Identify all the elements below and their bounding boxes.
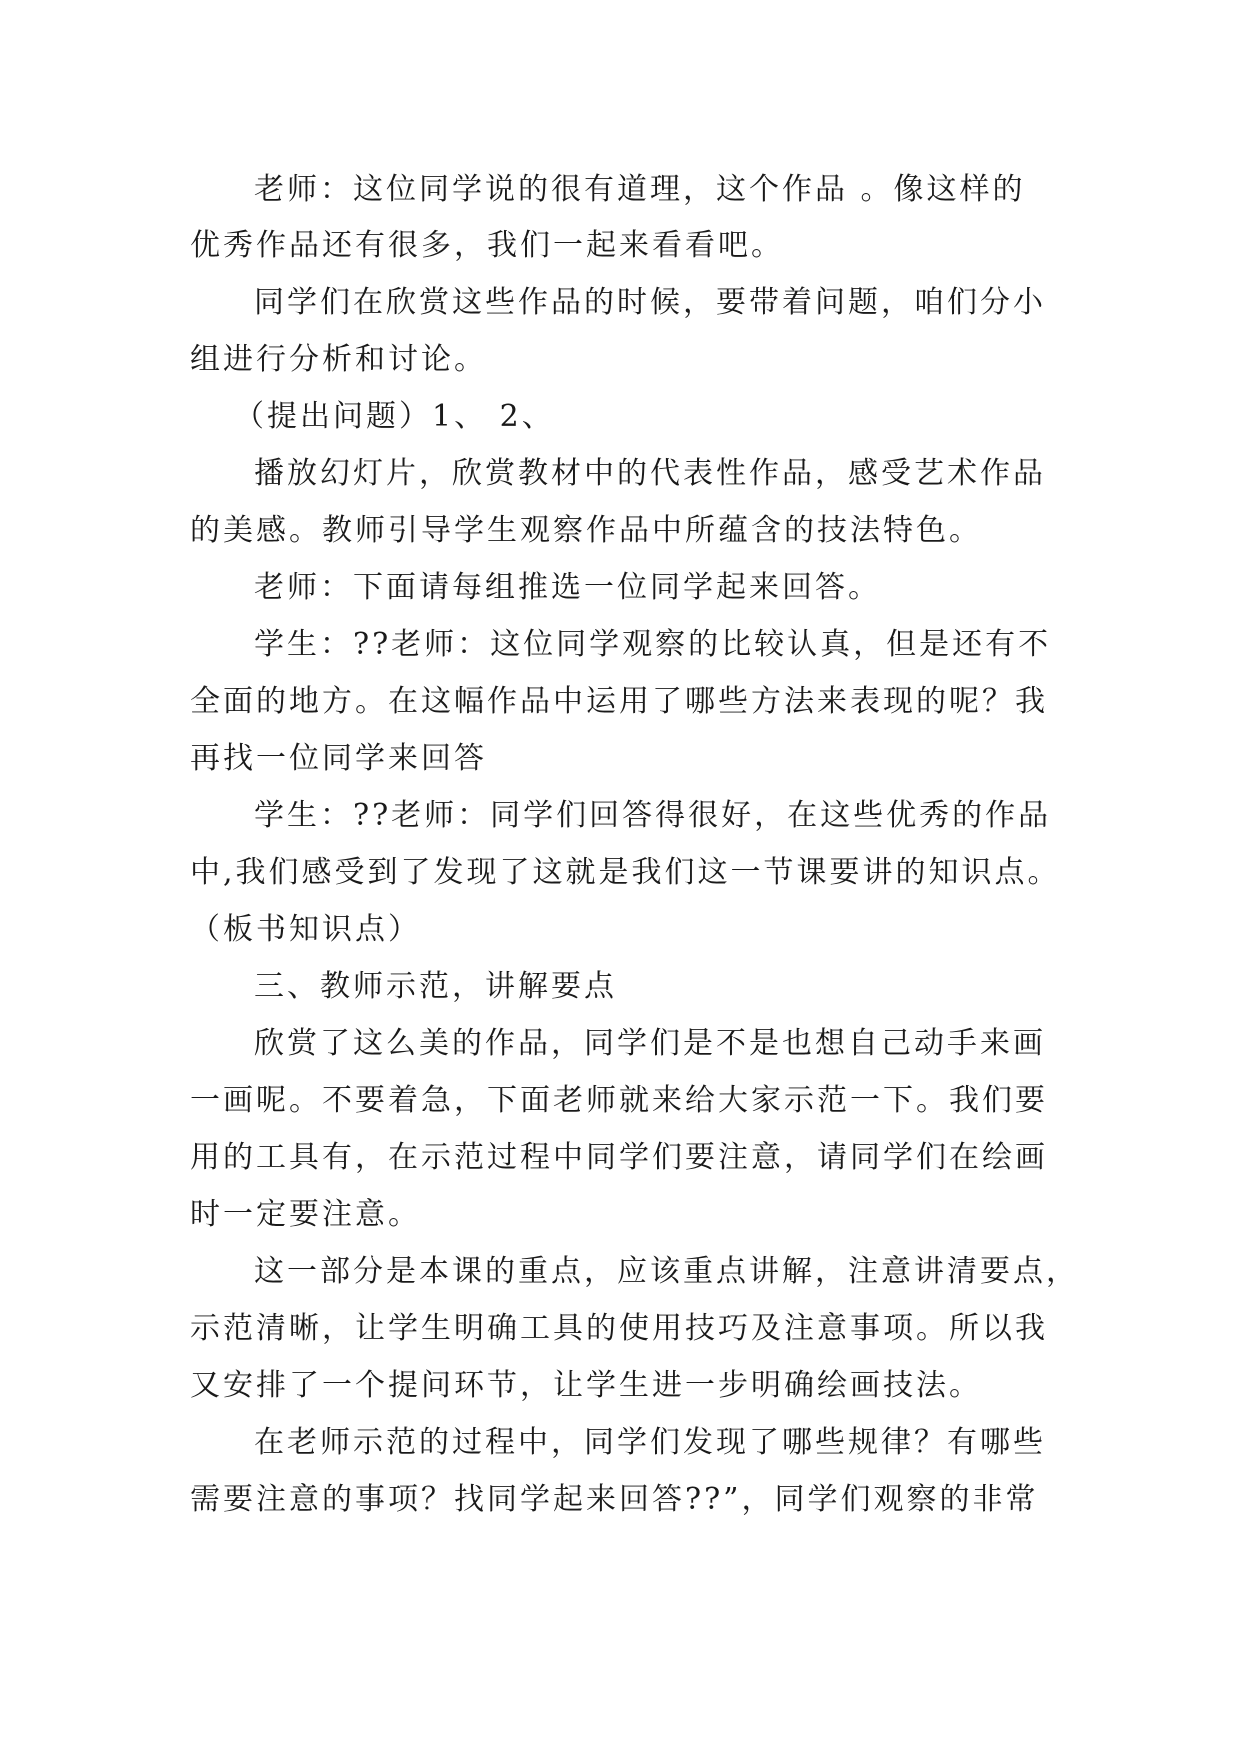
text-line: 组进行分析和讨论。 [190,342,487,377]
text-line: 学生：??老师：同学们回答得很好，在这些优秀的作品 [254,798,1052,833]
text-line: 的美感。教师引导学生观察作品中所蕴含的技法特色。 [190,513,982,548]
text-line: 学生：??老师：这位同学观察的比较认真，但是还有不 [254,627,1052,662]
text-line: 一画呢。不要着急，下面老师就来给大家示范一下。我们要 [190,1083,1048,1118]
text-line: 中,我们感受到了发现了这就是我们这一节课要讲的知识点。 [190,855,1061,890]
text-line: （提出问题）1、 2、 [234,399,555,434]
text-line: 老师：这位同学说的很有道理，这个作品 。像这样的 [254,172,1026,207]
text-line: 需要注意的事项？找同学起来回答??”，同学们观察的非常 [190,1482,1039,1517]
text-line: 这一部分是本课的重点，应该重点讲解，注意讲清要点， [254,1254,1079,1289]
text-line: 全面的地方。在这幅作品中运用了哪些方法来表现的呢？我 [190,684,1048,719]
text-line: 欣赏了这么美的作品，同学们是不是也想自己动手来画 [254,1026,1046,1061]
text-line: （板书知识点） [190,912,421,947]
text-line: 再找一位同学来回答 [190,741,487,776]
text-line: 在老师示范的过程中，同学们发现了哪些规律？有哪些 [254,1425,1046,1460]
text-line: 优秀作品还有很多，我们一起来看看吧。 [190,228,784,263]
text-line: 播放幻灯片，欣赏教材中的代表性作品，感受艺术作品 [254,456,1046,491]
text-line: 三、教师示范，讲解要点 [254,969,617,1004]
text-line: 时一定要注意。 [190,1197,421,1232]
text-line: 示范清晰，让学生明确工具的使用技巧及注意事项。所以我 [190,1311,1048,1346]
text-line: 老师：下面请每组推选一位同学起来回答。 [254,570,881,605]
text-line: 同学们在欣赏这些作品的时候，要带着问题，咱们分小 [254,285,1046,320]
text-line: 用的工具有，在示范过程中同学们要注意，请同学们在绘画 [190,1140,1048,1175]
text-line: 又安排了一个提问环节，让学生进一步明确绘画技法。 [190,1368,982,1403]
